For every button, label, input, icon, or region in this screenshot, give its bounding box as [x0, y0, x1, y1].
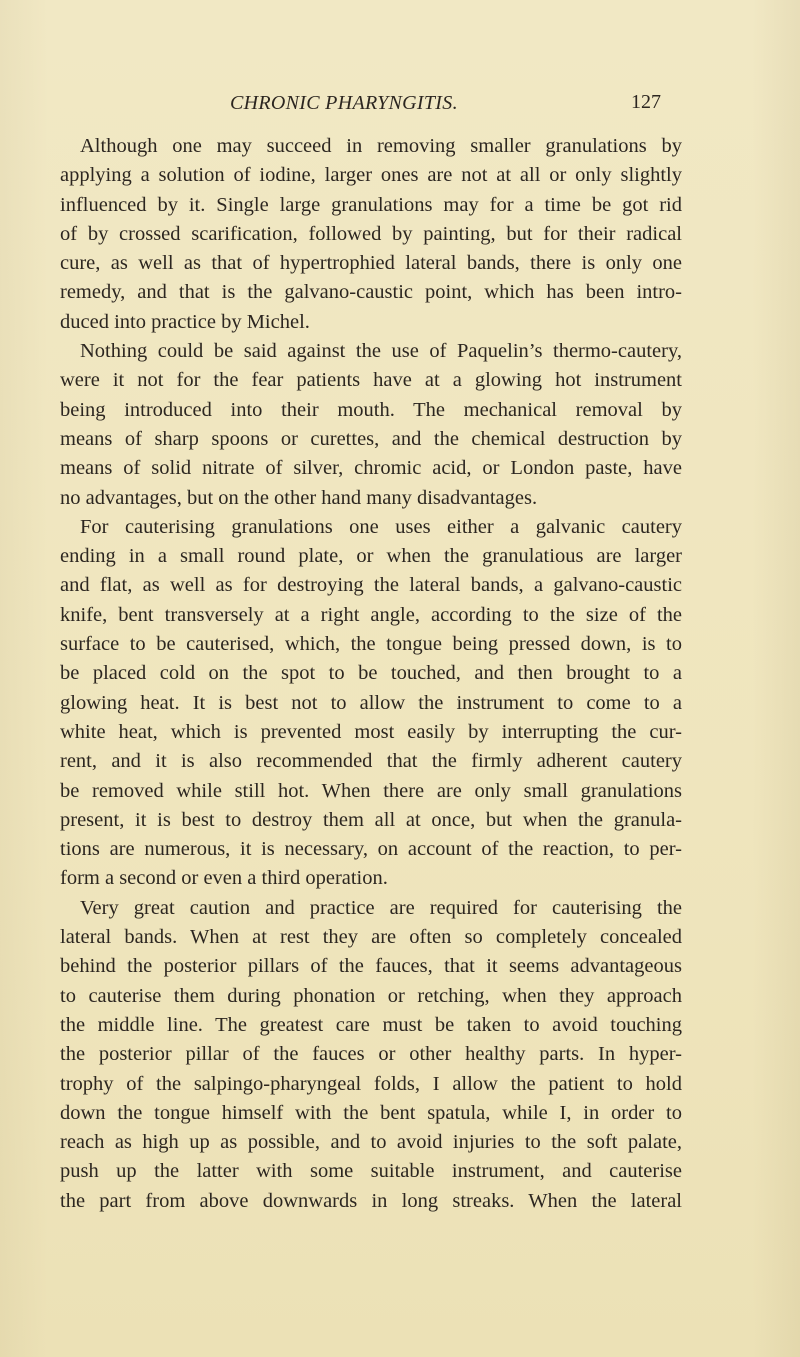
text-line: For cauterising granulations one uses either a galvanic cautery [80, 515, 682, 538]
text-line: the posterior pillar of the fauces or other healthy parts. In hyper- [60, 1043, 682, 1066]
text-line: applying a solution of iodine, larger ones are not at all or only slightly [60, 164, 682, 187]
text-line: cure, as well as that of hypertrophied lateral bands, there is only one [60, 252, 682, 275]
text-line: no advantages, but on the other hand many disadvantages. [60, 486, 538, 509]
text-line: rent, and it is also recommended that the firmly adherent cautery [60, 750, 682, 773]
text-line: glowing heat. It is best not to allow the instrument to come to a [60, 691, 682, 714]
paragraph [60, 337, 682, 513]
body-text [60, 132, 682, 1216]
text-line: means of sharp spoons or curettes, and the chemical destruction by [60, 427, 682, 450]
running-title: CHRONIC PHARYNGITIS. [230, 92, 458, 114]
text-line: the part from above downwards in long streaks. When the lateral [60, 1189, 682, 1212]
text-line: be placed cold on the spot to be touched, and then brought to a [60, 662, 682, 685]
text-line: ending in a small round plate, or when the granulatious are larger [60, 545, 682, 568]
text-line: the middle line. The greatest care must be taken to avoid touching [60, 1013, 682, 1036]
text-line: behind the posterior pillars of the fauces, that it seems advantageous [60, 955, 682, 978]
text-line: to cauterise them during phonation or retching, when they approach [60, 984, 682, 1007]
page-number: 127 [631, 91, 661, 113]
text-line: knife, bent transversely at a right angle, according to the size of the [60, 603, 682, 626]
text-line: being introduced into their mouth. The mechanical removal by [60, 398, 682, 421]
text-line: remedy, and that is the galvano-caustic point, which has been intro- [60, 281, 682, 304]
text-line: reach as high up as possible, and to avoid injuries to the soft palate, [60, 1131, 682, 1154]
text-line: of by crossed scarification, followed by painting, but for their radical [60, 222, 682, 245]
text-line: means of solid nitrate of silver, chromic acid, or London paste, have [60, 457, 682, 480]
text-line: Very great caution and practice are required for cauterising the [80, 896, 682, 919]
running-head [0, 92, 800, 122]
text-line: form a second or even a third operation. [60, 867, 388, 890]
text-line: tions are numerous, it is necessary, on account of the reaction, to per- [60, 838, 682, 861]
text-line: lateral bands. When at rest they are often so completely concealed [60, 926, 682, 949]
text-line: Nothing could be said against the use of Paquelin’s thermo-cautery, [80, 340, 682, 363]
text-line: white heat, which is prevented most easily by interrupting the cur- [60, 720, 682, 743]
text-line: influenced by it. Single large granulations may for a time be got rid [60, 193, 682, 216]
text-line: push up the latter with some suitable instrument, and cauterise [60, 1160, 682, 1183]
text-line: duced into practice by Michel. [60, 310, 310, 333]
paragraph [60, 894, 682, 1216]
paragraph [60, 132, 682, 337]
paragraph [60, 513, 682, 894]
text-line: surface to be cauterised, which, the tongue being pressed down, is to [60, 633, 682, 656]
text-line: down the tongue himself with the bent spatula, while I, in order to [60, 1101, 682, 1124]
text-line: trophy of the salpingo-pharyngeal folds, I allow the patient to hold [60, 1072, 682, 1095]
text-line: were it not for the fear patients have at a glowing hot instrument [60, 369, 682, 392]
text-line: present, it is best to destroy them all at once, but when the granula- [60, 808, 682, 831]
text-line: Although one may succeed in removing smaller granulations by [80, 135, 682, 157]
text-line: be removed while still hot. When there are only small granulations [60, 779, 682, 802]
text-line: and flat, as well as for destroying the lateral bands, a galvano-caustic [60, 574, 682, 597]
